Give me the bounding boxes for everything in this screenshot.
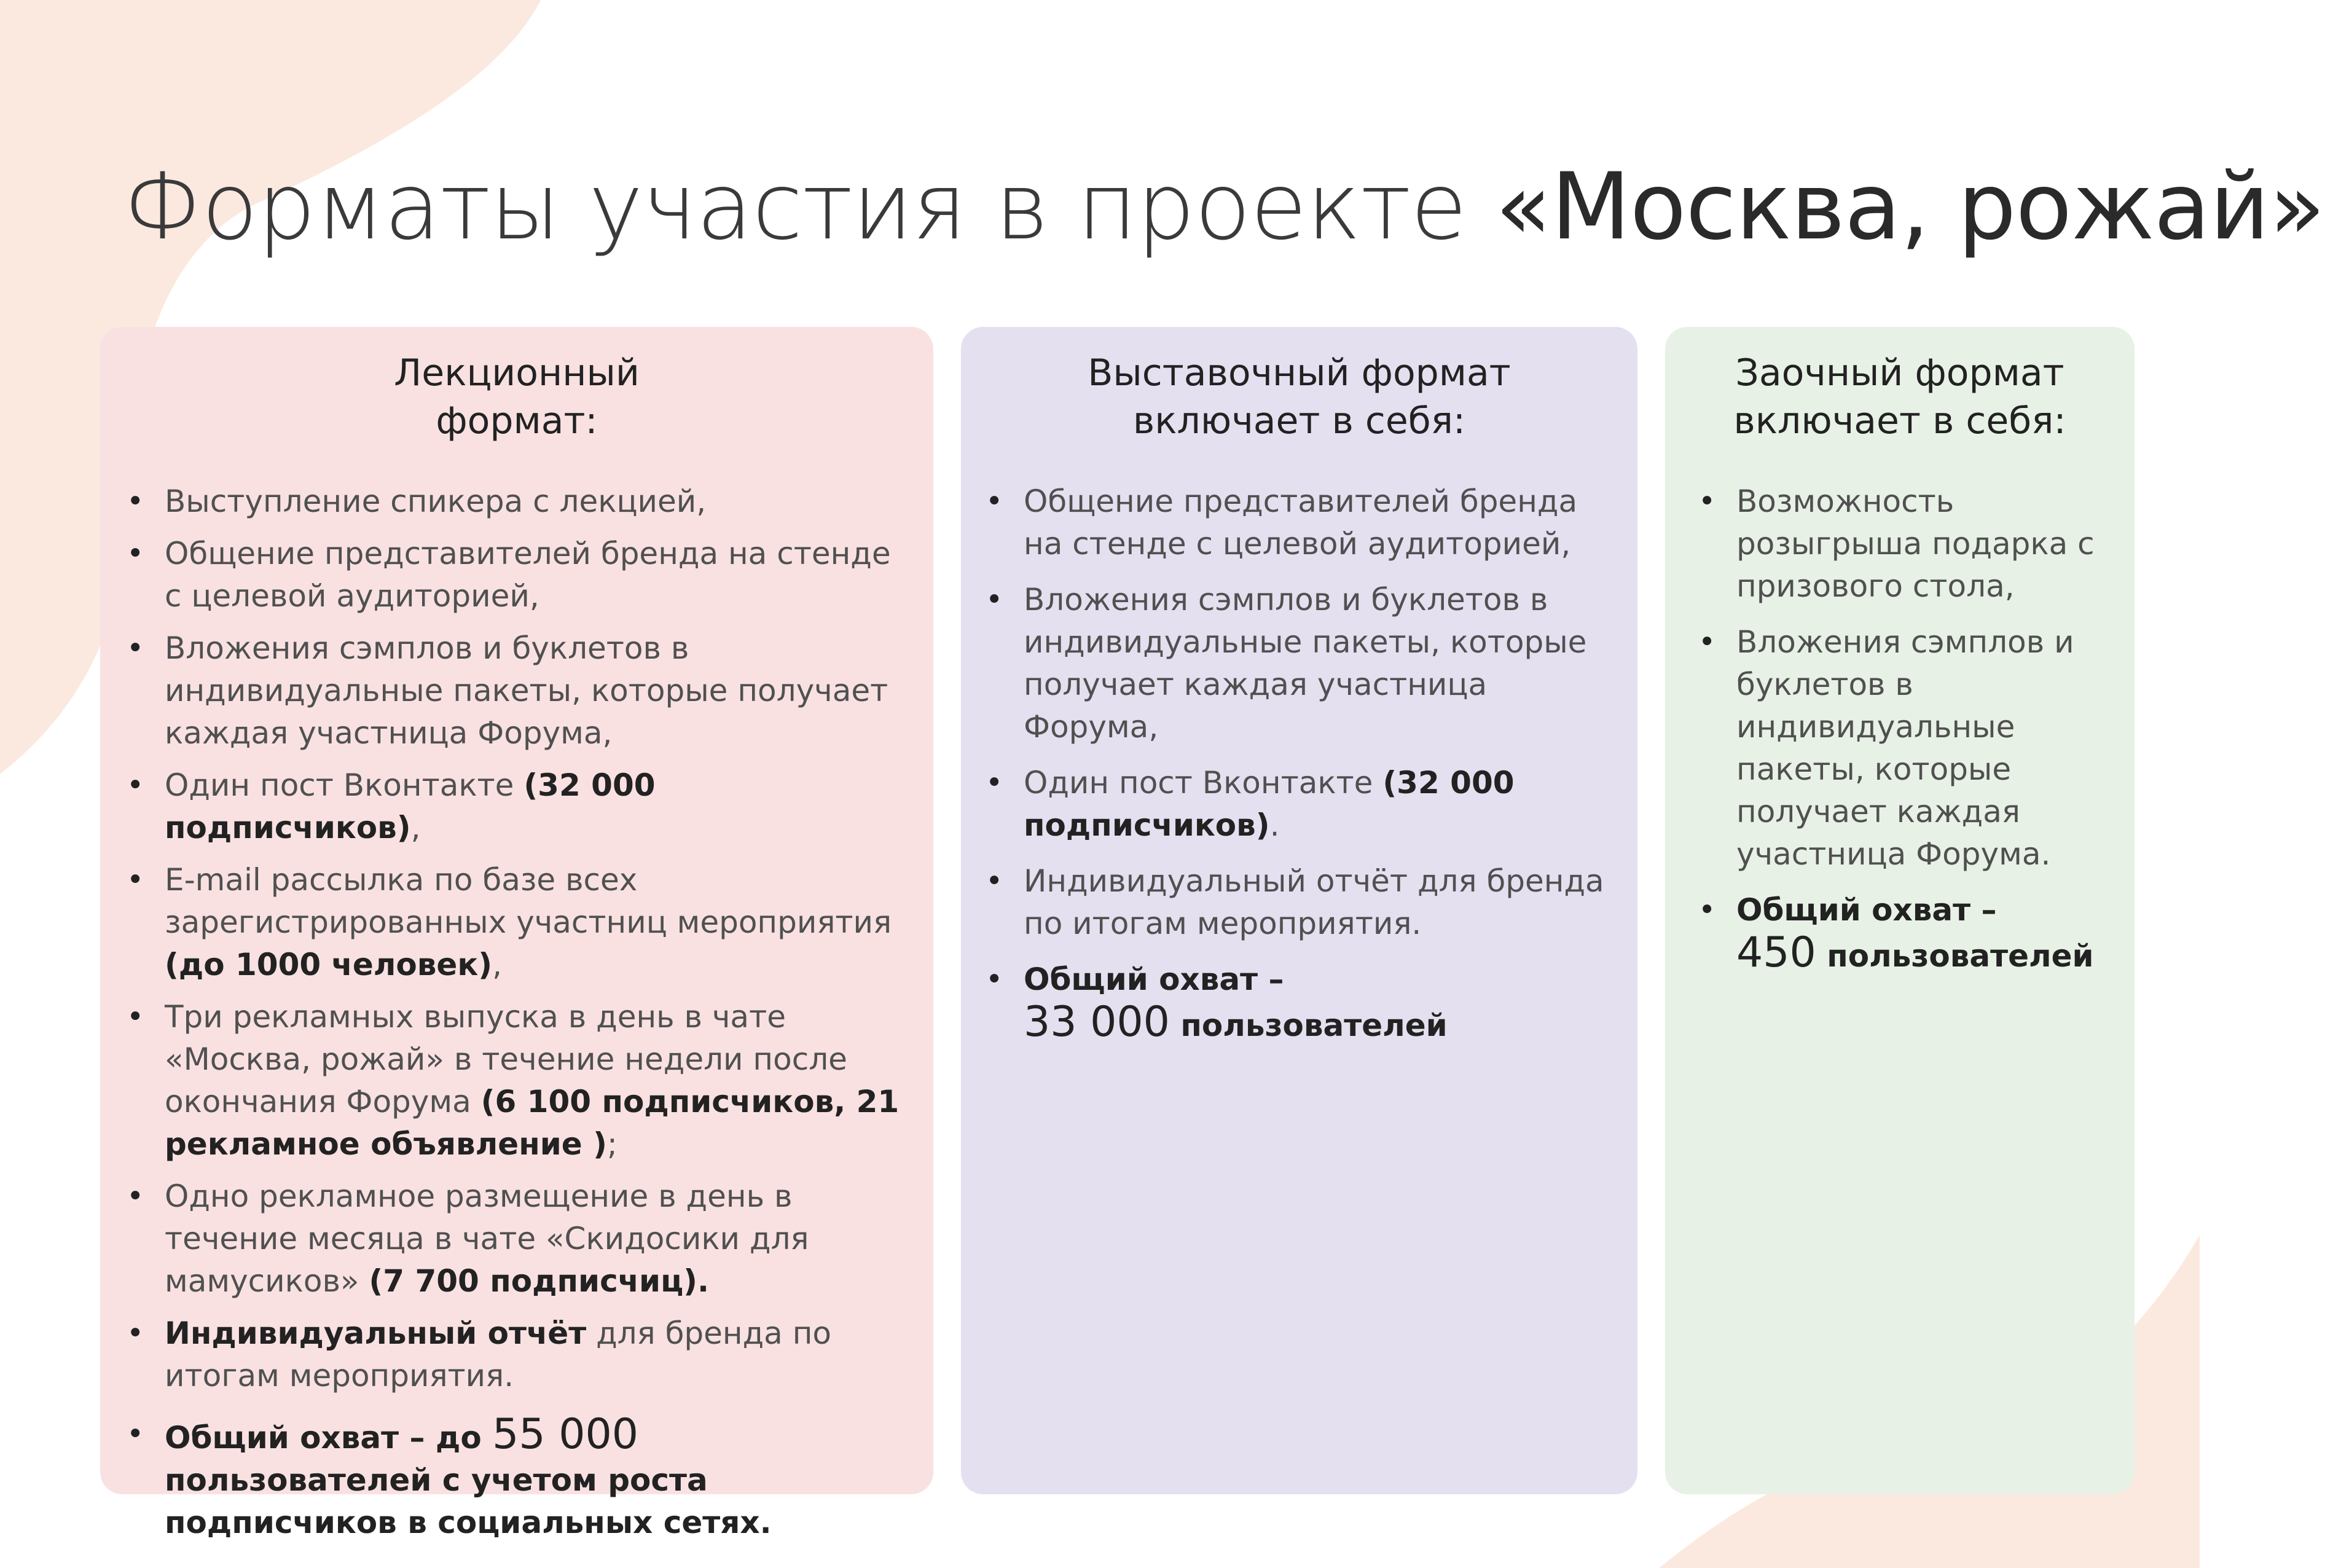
list-item: • Выступление спикера с лекцией, [165,480,908,523]
list-item-reach: • Общий охват – 33 000 пользователей [1024,958,1613,1047]
remote-format-list [1736,480,2117,987]
list-item: • Возможность розыгрыша подарка с призового стола, [1736,480,2117,608]
list-item: • Общение представителей бренда на стенде с целевой аудиторией, [165,533,908,617]
list-item-reach: • Общий охват – 450 пользователей [1736,889,2117,978]
list-item: • Общение представителей бренда на стенде с целевой аудиторией, [1024,480,1613,565]
list-item: • Вложения сэмплов и буклетов в индивидуальные пакеты, которые получает каждая участница Форума. [1736,621,2117,876]
list-item: • Индивидуальный отчёт для бренда по итогам мероприятия. [165,1312,908,1397]
lecture-card-title: Лекционный формат: [394,351,640,442]
list-item: • Одно рекламное размещение в день в течение месяца в чате «Скидосики для мамусиков» (7 700 подписчиц). [165,1175,908,1303]
remote-card-title: Заочный формат включает в себя: [1733,351,2066,442]
lecture-format-list [165,480,908,1554]
list-item: • Один пост Вконтакте (32 000 подписчиков), [165,764,908,849]
list-item: • Вложения сэмплов и буклетов в индивидуальные пакеты, которые получает каждая участница Форума, [1024,579,1613,748]
page-title-emphasis: «Москва, рожай» [1495,154,2325,261]
page-title: Форматы участия в проекте «Москва, рожай» [123,154,2325,261]
expo-format-list [1024,480,1613,1057]
list-item-reach: • Общий охват – до 55 000 пользователей с учетом роста подписчиков в социальных сетях. [165,1413,908,1544]
list-item: • Один пост Вконтакте (32 000 подписчиков). [1024,762,1613,847]
expo-card-title: Выставочный формат включает в себя: [1088,351,1511,442]
list-item: • Вложения сэмплов и буклетов в индивидуальные пакеты, которые получает каждая участница Форума, [165,627,908,755]
list-item: • E-mail рассылка по базе всех зарегистрированных участниц мероприятия (до 1000 человек), [165,859,908,986]
list-item: • Три рекламных выпуска в день в чате «Москва, рожай» в течение недели после окончания Форума (6 100 подписчиков, 21 рекламное объявление ); [165,996,908,1166]
list-item: • Индивидуальный отчёт для бренда по итогам мероприятия. [1024,860,1613,945]
